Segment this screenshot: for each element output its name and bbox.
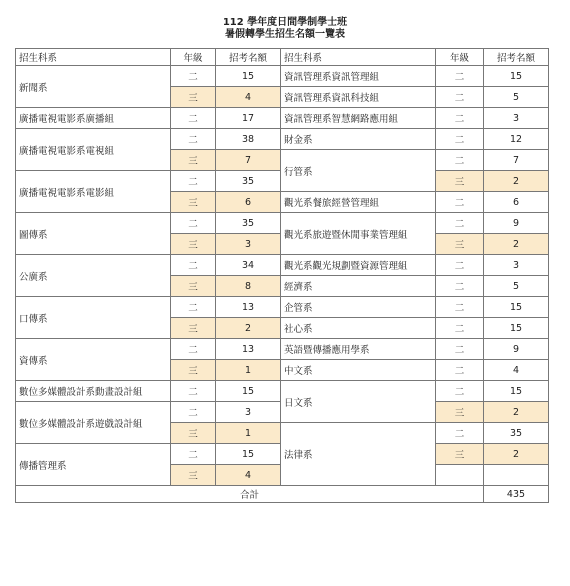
- quota-cell: 12: [484, 129, 549, 150]
- quota-cell: 8: [216, 276, 281, 297]
- quota-cell: 15: [216, 66, 281, 87]
- quota-cell: 4: [484, 360, 549, 381]
- empty-cell: [436, 465, 484, 486]
- grade-cell: 二: [171, 213, 216, 234]
- dept-name: 中文系: [281, 360, 436, 381]
- quota-cell: 9: [484, 213, 549, 234]
- quota-cell: 3: [216, 402, 281, 423]
- dept-name: 法律系: [281, 423, 436, 486]
- dept-name: 資訊管理系資訊管理組: [281, 66, 436, 87]
- grade-cell: 二: [436, 87, 484, 108]
- quota-cell: 2: [484, 402, 549, 423]
- grade-cell: 二: [436, 129, 484, 150]
- grade-cell: 二: [171, 381, 216, 402]
- grade-cell: 二: [436, 150, 484, 171]
- quota-cell: 35: [216, 171, 281, 192]
- quota-cell: 2: [216, 318, 281, 339]
- grade-cell: 二: [171, 444, 216, 465]
- grade-cell: 二: [436, 297, 484, 318]
- grade-cell: 三: [171, 192, 216, 213]
- grade-cell: 二: [436, 192, 484, 213]
- grade-cell: 三: [171, 318, 216, 339]
- grade-cell: 二: [171, 255, 216, 276]
- quota-cell: 2: [484, 171, 549, 192]
- table-row: [16, 129, 549, 150]
- quota-cell: 5: [484, 276, 549, 297]
- dept-name: 行管系: [281, 150, 436, 192]
- quota-cell: 35: [216, 213, 281, 234]
- dept-name: 傳播管理系: [16, 444, 171, 486]
- quota-cell: 17: [216, 108, 281, 129]
- quota-cell: 34: [216, 255, 281, 276]
- grade-cell: 三: [171, 465, 216, 486]
- quota-cell: 6: [216, 192, 281, 213]
- quota-cell: 15: [484, 381, 549, 402]
- grade-cell: 三: [436, 171, 484, 192]
- dept-name: 觀光系觀光規劃暨資源管理組: [281, 255, 436, 276]
- quota-cell: 3: [484, 108, 549, 129]
- grade-cell: 二: [436, 213, 484, 234]
- dept-name: 資訊管理系資訊科技組: [281, 87, 436, 108]
- quota-cell: 15: [216, 381, 281, 402]
- grade-cell: 三: [171, 234, 216, 255]
- header-quota: 招考名額: [216, 49, 281, 66]
- dept-name: 社心系: [281, 318, 436, 339]
- dept-name: 圖傳系: [16, 213, 171, 255]
- total-label: 合計: [16, 486, 484, 503]
- grade-cell: 三: [171, 423, 216, 444]
- dept-name: 日文系: [281, 381, 436, 423]
- total-row: [16, 486, 549, 503]
- total-value: 435: [484, 486, 549, 503]
- quota-cell: 9: [484, 339, 549, 360]
- table-subtitle: 暑假轉學生招生名額一覽表: [225, 29, 345, 40]
- grade-cell: 二: [436, 423, 484, 444]
- dept-name: 經濟系: [281, 276, 436, 297]
- quota-cell: 15: [484, 318, 549, 339]
- quota-cell: 5: [484, 87, 549, 108]
- dept-name: 觀光系旅遊暨休閒事業管理組: [281, 213, 436, 255]
- header-quota: 招考名額: [484, 49, 549, 66]
- header-dept: 招生科系: [281, 49, 436, 66]
- dept-name: 廣播電視電影系廣播組: [16, 108, 171, 129]
- grade-cell: 二: [436, 66, 484, 87]
- quota-cell: 15: [484, 297, 549, 318]
- table-row: [16, 66, 549, 87]
- grade-cell: 二: [436, 381, 484, 402]
- grade-cell: 二: [436, 360, 484, 381]
- dept-name: 廣播電視電影系電影組: [16, 171, 171, 213]
- grade-cell: 二: [436, 255, 484, 276]
- dept-name: 觀光系餐旅經營管理組: [281, 192, 436, 213]
- grade-cell: 二: [171, 297, 216, 318]
- grade-cell: 二: [171, 171, 216, 192]
- quota-cell: 2: [484, 234, 549, 255]
- grade-cell: 三: [171, 150, 216, 171]
- grade-cell: 二: [436, 339, 484, 360]
- quota-cell: 1: [216, 360, 281, 381]
- quota-cell: 3: [216, 234, 281, 255]
- grade-cell: 三: [171, 360, 216, 381]
- quota-cell: 13: [216, 339, 281, 360]
- quota-cell: 13: [216, 297, 281, 318]
- dept-name: 資訊管理系智慧網路應用組: [281, 108, 436, 129]
- header-row: [16, 49, 549, 66]
- grade-cell: 二: [436, 276, 484, 297]
- table-row: [16, 213, 549, 234]
- grade-cell: 二: [171, 402, 216, 423]
- quota-cell: 7: [216, 150, 281, 171]
- dept-name: 企管系: [281, 297, 436, 318]
- quota-cell: 6: [484, 192, 549, 213]
- dept-name: 英語暨傳播應用學系: [281, 339, 436, 360]
- dept-name: 新聞系: [16, 66, 171, 108]
- dept-name: 公廣系: [16, 255, 171, 297]
- grade-cell: 二: [171, 108, 216, 129]
- header-dept: 招生科系: [16, 49, 171, 66]
- grade-cell: 二: [171, 339, 216, 360]
- quota-cell: 15: [216, 444, 281, 465]
- grade-cell: 二: [171, 129, 216, 150]
- grade-cell: 二: [436, 108, 484, 129]
- quota-cell: 35: [484, 423, 549, 444]
- quota-cell: 2: [484, 444, 549, 465]
- grade-cell: 二: [171, 66, 216, 87]
- grade-cell: 三: [436, 402, 484, 423]
- quota-cell: 4: [216, 87, 281, 108]
- grade-cell: 三: [171, 276, 216, 297]
- quota-cell: 3: [484, 255, 549, 276]
- dept-name: 數位多媒體設計系動畫設計組: [16, 381, 171, 402]
- dept-name: 財金系: [281, 129, 436, 150]
- grade-cell: 二: [436, 318, 484, 339]
- grade-cell: 三: [171, 87, 216, 108]
- quota-table: [15, 48, 549, 503]
- table-row: [16, 339, 549, 360]
- dept-name: 口傳系: [16, 297, 171, 339]
- dept-name: 廣播電視電影系電視組: [16, 129, 171, 171]
- quota-cell: 1: [216, 423, 281, 444]
- empty-cell: [484, 465, 549, 486]
- quota-cell: 38: [216, 129, 281, 150]
- dept-name: 資傳系: [16, 339, 171, 381]
- grade-cell: 三: [436, 234, 484, 255]
- dept-name: 數位多媒體設計系遊戲設計組: [16, 402, 171, 444]
- table-row: [16, 297, 549, 318]
- header-grade: 年級: [436, 49, 484, 66]
- header-grade: 年級: [171, 49, 216, 66]
- grade-cell: 三: [436, 444, 484, 465]
- table-title: 112 學年度日間學制學士班: [222, 17, 348, 28]
- quota-cell: 7: [484, 150, 549, 171]
- quota-cell: 4: [216, 465, 281, 486]
- quota-cell: 15: [484, 66, 549, 87]
